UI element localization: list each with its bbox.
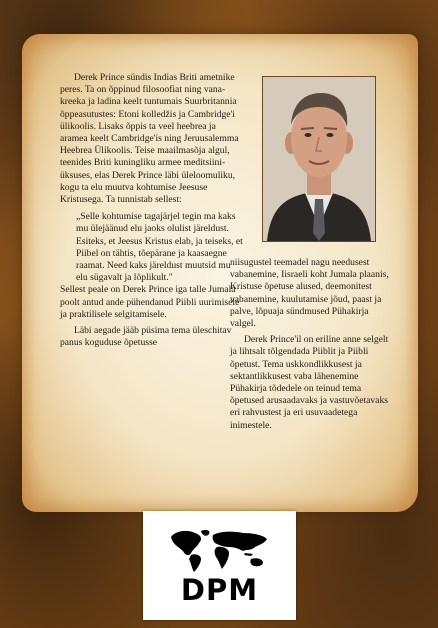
author-photo	[262, 76, 376, 242]
logo-text: DPM	[180, 573, 259, 607]
bio-column-left	[60, 72, 244, 349]
world-map-icon	[169, 529, 269, 573]
bio-paragraph-4: niisugustel teemadel nagu needusest vabanemine, Iisraeli koht Jumala plaanis, Kristuse õpetuse alused, deemonitest vabanemine, kuulutamise jõud, paast ja palve, lõpuaja sündmused Pühakirja valgel.	[230, 257, 389, 330]
bio-paragraph-2: Sellest peale on Derek Prince iga talle Jumala poolt antud ande pühendanud Piibli uurimisele ja praktilisele selgitamisele.	[60, 284, 240, 320]
dpm-logo	[143, 511, 296, 620]
bio-paragraph-1: Derek Prince sündis Indias Briti ametnike peres. Ta on õppinud filosoofiat ning vana-kreeka ja ladina keelt tuntumais Suurbritannia õppeasutustes: Etoni kolledžis ja Cambridge'i ülikoolis. Lisaks õppis ta veel heebrea ja aramea keelt Cambridge'is ning Jeruusalemma Heebrea Ülikoolis. Teise maailmasõja algul, teenides Briti kuningliku armee meditsiini-üksuses, elas Derek Prince läbi üleloomuliku, kogu ta elu muutva kohtumise Jeesuse Kristusega. Ta tunnistab sellest:	[60, 72, 239, 206]
bio-paragraph-3: Läbi aegade jääb püsima tema üleschitav panus koguduse õpetusse	[60, 325, 232, 349]
testimony-quote: „Selle kohtumise tagajärjel tegin ma kaks mu ülejäänud elu jaoks olulist järeldust. Esiteks, et Jeesus Kristus elab, ja teiseks, et Piibel on tähtis, tõepärane ja kaasaegne raamat. Need kaks järeldust muutsid mu elu sügavalt ja lõplikult."	[76, 211, 243, 284]
bio-paragraph-5: Derek Prince'il on eriline anne selgelt ja lihtsalt tõlgendada Piiblit ja Piibli õpetust. Tema uskkondlikkusest ja sektantlikkusest vaba lähenemine Pühakirja tõdedele on teinud tema õpetused arusaadavaks ja vastuvõetavaks eri rahvustest ja eri usuvaadetega inimestele.	[230, 334, 389, 431]
bio-column-right	[230, 257, 390, 432]
